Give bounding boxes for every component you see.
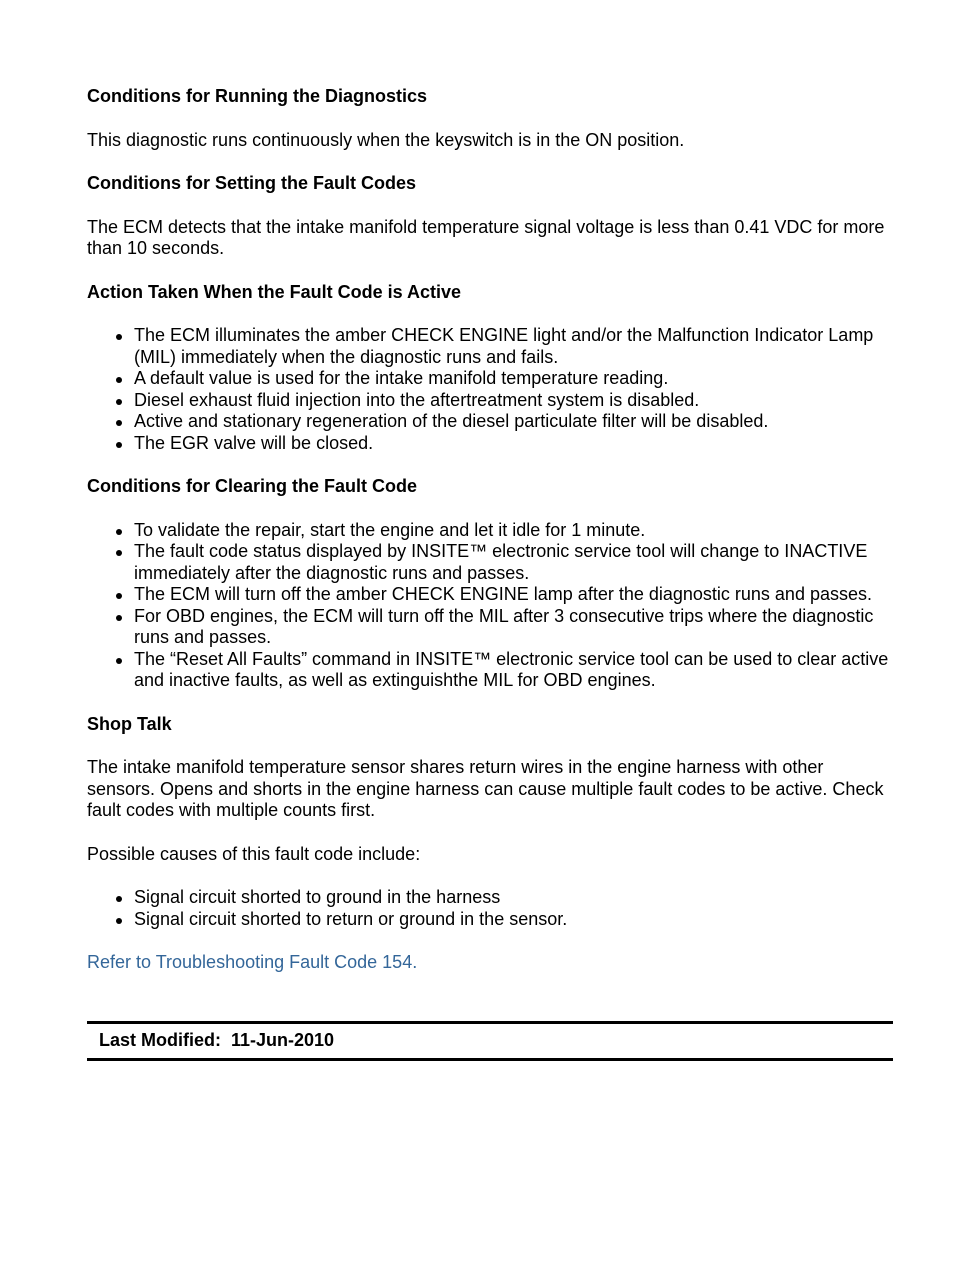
list-item — [87, 325, 893, 368]
list-item — [87, 390, 893, 412]
list-item-text: Signal circuit shorted to return or ground in the sensor. — [134, 908, 568, 929]
list-item — [87, 541, 893, 584]
list-item-text: The ECM will turn off the amber CHECK ENGINE lamp after the diagnostic runs and passes. — [134, 584, 872, 604]
list-item — [87, 887, 893, 909]
bullet-icon — [116, 615, 122, 621]
bullet-icon — [116, 529, 122, 535]
bullet-icon — [116, 442, 122, 448]
list-item — [87, 649, 893, 692]
list-item-text: The fault code status displayed by INSITE™ electronic service tool will change to INACTIVE immediately after the diagnostic runs and passes. — [134, 541, 868, 583]
list-item — [87, 606, 893, 649]
heading-action-taken: Action Taken When the Fault Code is Active — [87, 281, 462, 302]
list-item-text: A default value is used for the intake manifold temperature reading. — [134, 368, 669, 388]
document-body — [87, 86, 893, 996]
action-taken-list — [87, 325, 893, 454]
list-item-text: Diesel exhaust fluid injection into the aftertreatment system is disabled. — [134, 389, 700, 410]
bullet-icon — [116, 658, 122, 664]
list-item-text: The EGR valve will be closed. — [134, 432, 374, 453]
bullet-icon — [116, 377, 122, 383]
list-item — [87, 411, 893, 433]
bullet-icon — [116, 420, 122, 426]
last-modified-text: Last Modified: 11-Jun-2010 — [99, 1030, 335, 1050]
bullet-icon — [116, 593, 122, 599]
text-running-conditions: This diagnostic runs continuously when the keyswitch is in the ON position. — [87, 129, 685, 150]
list-item-text: The ECM illuminates the amber CHECK ENGINE light and/or the Malfunction Indicator Lamp (MIL) immediately when the diagnostic runs and fails. — [134, 325, 874, 367]
bullet-icon — [116, 550, 122, 556]
list-item-text: Signal circuit shorted to ground in the harness — [134, 887, 501, 907]
list-item — [87, 433, 893, 455]
bullet-icon — [116, 918, 122, 924]
bullet-icon — [116, 896, 122, 902]
troubleshooting-link[interactable]: Refer to Troubleshooting Fault Code 154. — [87, 952, 418, 972]
text-shop-talk: The intake manifold temperature sensor shares return wires in the engine harness with other sensors. Opens and shorts in the engine harness can cause multiple fault codes to be active. Check fault codes with multiple counts first. — [87, 757, 884, 820]
text-possible-causes-intro: Possible causes of this fault code include: — [87, 843, 421, 864]
clearing-conditions-list — [87, 520, 893, 692]
list-item — [87, 584, 893, 606]
list-item-text: To validate the repair, start the engine and let it idle for 1 minute. — [134, 519, 646, 540]
heading-running-conditions: Conditions for Running the Diagnostics — [87, 86, 427, 106]
list-item — [87, 909, 893, 931]
list-item-text: For OBD engines, the ECM will turn off the MIL after 3 consecutive trips where the diagnostic runs and passes. — [134, 605, 874, 647]
list-item-text: The “Reset All Faults” command in INSITE™ electronic service tool can be used to clear active and inactive faults, as well as extinguishthe MIL for OBD engines. — [134, 648, 889, 690]
possible-causes-list — [87, 887, 893, 930]
heading-clearing-conditions: Conditions for Clearing the Fault Code — [87, 476, 417, 496]
list-item — [87, 520, 893, 542]
list-item — [87, 368, 893, 390]
heading-shop-talk: Shop Talk — [87, 713, 172, 734]
text-setting-conditions: The ECM detects that the intake manifold temperature signal voltage is less than 0.41 VDC for more than 10 seconds. — [87, 216, 885, 258]
bullet-icon — [116, 334, 122, 340]
list-item-text: Active and stationary regeneration of the diesel particulate filter will be disabled. — [134, 411, 769, 431]
last-modified-bar — [87, 1021, 893, 1061]
bullet-icon — [116, 399, 122, 405]
heading-setting-conditions: Conditions for Setting the Fault Codes — [87, 173, 416, 193]
